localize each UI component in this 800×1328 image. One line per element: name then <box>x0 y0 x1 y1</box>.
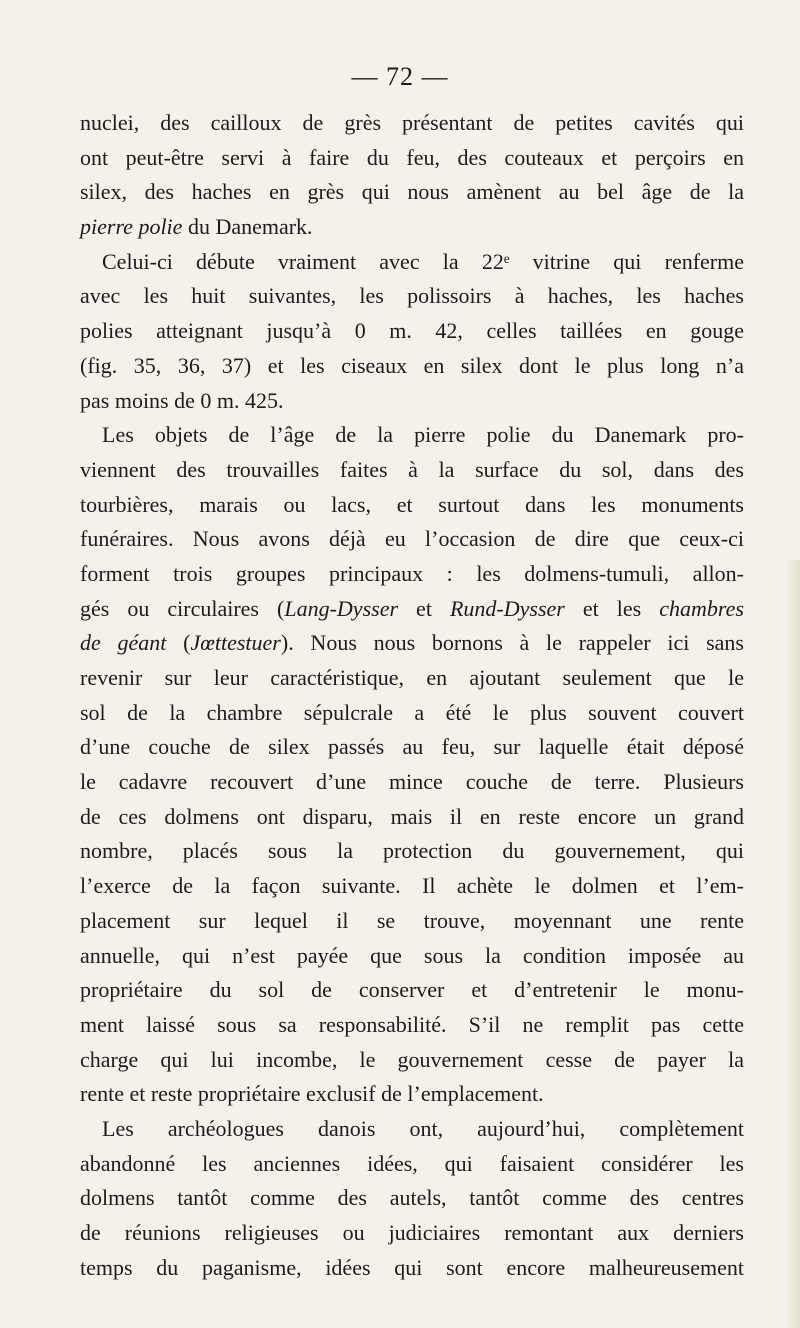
text-line: ment laissé sous sa responsabilité. S’il ne remplit pas cette <box>80 1011 744 1037</box>
text-line: avec les huit suivantes, les polissoirs à haches, les haches <box>80 283 744 309</box>
text-line: nuclei, des cailloux de grès présentant de petites cavités qui <box>80 110 744 135</box>
text-line: temps du paganisme, idées qui sont encore malheureusement <box>80 1254 744 1280</box>
text-line: pas moins de 0 m. 425. <box>80 387 284 413</box>
text-line: ont peut-être servi à faire du feu, des couteaux et perçoirs en <box>80 144 744 170</box>
italic-term: chambres <box>659 595 744 621</box>
italic-term: Rund-Dysser <box>449 595 565 621</box>
text-line: propriétaire du sol de conserver et d’entretenir le monu- <box>80 977 744 1003</box>
italic-term: de géant <box>80 630 167 656</box>
text-line: (fig. 35, 36, 37) et les ciseaux en silex dont le plus long n’a <box>80 352 744 378</box>
text-line: forment trois groupes principaux : les dolmens-tumuli, allon- <box>80 560 744 586</box>
italic-term: Lang-Dysser <box>284 595 399 621</box>
text-line: de réunions religieuses ou judiciaires remontant aux derniers <box>80 1220 744 1245</box>
text-line <box>80 592 744 627</box>
text-span: du Danemark. <box>182 214 313 240</box>
italic-term: pierre polie <box>80 214 183 240</box>
text-line: d’une couche de silex passés au feu, sur laquelle était déposé <box>80 734 744 760</box>
text-line: rente et reste propriétaire exclusif de l’emplacement. <box>80 1081 544 1107</box>
text-span: et les <box>564 595 660 621</box>
text-line <box>80 210 744 245</box>
italic-term: Jœttestuer <box>190 630 281 656</box>
page-edge-stain <box>786 560 800 1328</box>
text-span: ( <box>166 630 191 656</box>
text-line: le cadavre recouvert d’une mince couche de terre. Plusieurs <box>80 769 744 795</box>
text-line: Les archéologues danois ont, aujourd’hui, complètement <box>102 1115 744 1141</box>
text-line: funéraires. Nous avons déjà eu l’occasion de dire que ceux-ci <box>80 526 744 552</box>
text-line: polies atteignant jusqu’à 0 m. 42, celles taillées en gouge <box>80 318 744 344</box>
text-span: ). Nous nous bornons à le rappeler ici sans <box>280 630 744 656</box>
text-line: revenir sur leur caractéristique, en ajoutant seulement que le <box>80 665 744 690</box>
text-line: charge qui lui incombe, le gouvernement cesse de payer la <box>80 1046 744 1072</box>
text-line: Les objets de l’âge de la pierre polie du Danemark pro- <box>102 422 744 448</box>
text-line: abandonné les anciennes idées, qui faisaient considérer les <box>80 1150 744 1176</box>
text-line: viennent des trouvailles faites à la surface du sol, dans des <box>80 456 744 482</box>
text-line <box>80 626 744 661</box>
text-line: placement sur lequel il se trouve, moyennant une rente <box>80 907 744 933</box>
body-text <box>80 106 744 1285</box>
text-line: dolmens tantôt comme des autels, tantôt comme des centres <box>80 1185 744 1211</box>
text-span: gés ou circulaires ( <box>80 595 285 621</box>
page-number: — 72 — <box>351 62 449 91</box>
text-line: sol de la chambre sépulcrale a été le plus souvent couvert <box>80 699 744 725</box>
text-line: Celui-ci débute vraiment avec la 22ᵉ vitrine qui renferme <box>102 248 744 274</box>
text-line: annuelle, qui n’est payée que sous la condition imposée au <box>80 942 744 968</box>
text-line: tourbières, marais ou lacs, et surtout dans les monuments <box>80 491 744 517</box>
text-line: l’exerce de la façon suivante. Il achète le dolmen et l’em- <box>80 873 744 899</box>
text-line: silex, des haches en grès qui nous amènent au bel âge de la <box>80 179 744 205</box>
text-line: de ces dolmens ont disparu, mais il en reste encore un grand <box>80 803 744 829</box>
text-line: nombre, placés sous la protection du gouvernement, qui <box>80 838 744 864</box>
text-span: et <box>398 595 450 621</box>
